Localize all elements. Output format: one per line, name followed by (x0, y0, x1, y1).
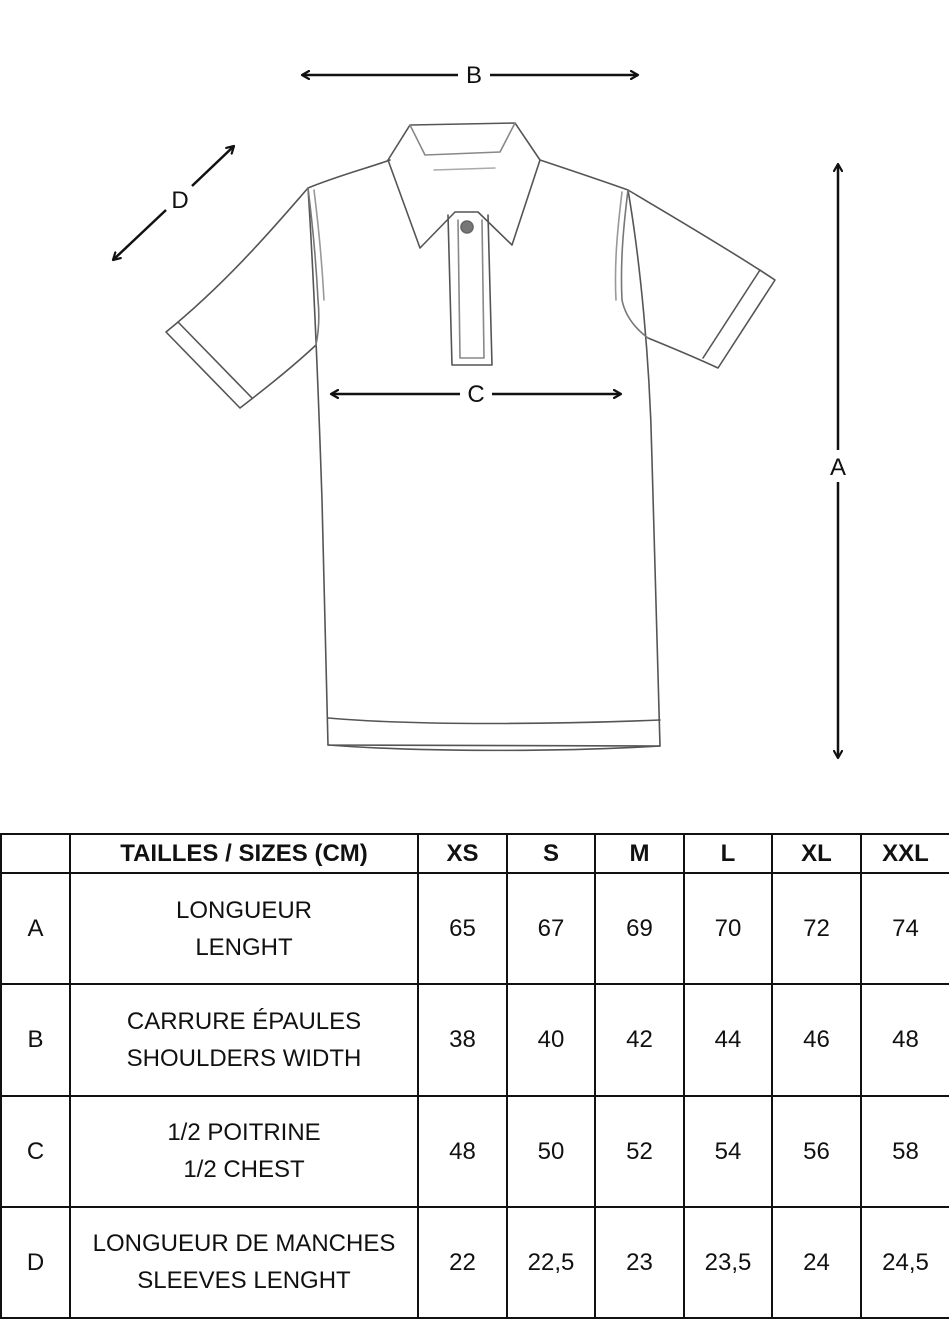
dimension-c (331, 381, 621, 408)
table-title: TAILLES / SIZES (CM) (70, 834, 418, 873)
value-cell: 22,5 (507, 1207, 595, 1318)
measurement-label-fr: LONGUEUR (175, 896, 313, 924)
size-header-xl: XL (772, 834, 861, 873)
measurement-label (70, 984, 418, 1095)
value-cell: 67 (507, 873, 595, 984)
size-header-s: S (507, 834, 595, 873)
value-cell: 54 (684, 1096, 772, 1207)
value-cell: 46 (772, 984, 861, 1095)
value-cell: 69 (595, 873, 684, 984)
value-cell: 22 (418, 1207, 507, 1318)
dimension-a-label: A (829, 454, 847, 481)
dimension-c-label: C (467, 381, 485, 408)
value-cell: 52 (595, 1096, 684, 1207)
table-row (1, 1207, 949, 1318)
row-key: D (1, 1207, 70, 1318)
measurement-label-fr: CARRURE ÉPAULES (126, 1007, 362, 1035)
table-row (1, 873, 949, 984)
value-cell: 23 (595, 1207, 684, 1318)
dimension-d (113, 146, 234, 260)
value-cell: 48 (418, 1096, 507, 1207)
measurement-label (70, 873, 418, 984)
size-header-xs: XS (418, 834, 507, 873)
size-header-l: L (684, 834, 772, 873)
dimension-b (302, 62, 638, 89)
table-corner-cell (1, 834, 70, 873)
value-cell: 48 (861, 984, 949, 1095)
value-cell: 44 (684, 984, 772, 1095)
value-cell: 42 (595, 984, 684, 1095)
size-chart-table (0, 833, 949, 1319)
measurement-label-en: 1/2 CHEST (183, 1156, 305, 1184)
value-cell: 40 (507, 984, 595, 1095)
value-cell: 50 (507, 1096, 595, 1207)
table-row (1, 1096, 949, 1207)
value-cell: 23,5 (684, 1207, 772, 1318)
size-header-xxl: XXL (861, 834, 949, 873)
value-cell: 65 (418, 873, 507, 984)
measurement-label-en: SHOULDERS WIDTH (126, 1044, 362, 1072)
dimension-a (830, 164, 846, 758)
measurement-label (70, 1207, 418, 1318)
measurement-label-fr: 1/2 POITRINE (167, 1119, 321, 1147)
measurement-label-fr: LONGUEUR DE MANCHES (92, 1230, 396, 1258)
table-header-row (1, 834, 949, 873)
row-key: B (1, 984, 70, 1095)
table-row (1, 984, 949, 1095)
value-cell: 58 (861, 1096, 949, 1207)
value-cell: 56 (772, 1096, 861, 1207)
value-cell: 24 (772, 1207, 861, 1318)
value-cell: 38 (418, 984, 507, 1095)
polo-shirt-icon (166, 123, 775, 750)
value-cell: 72 (772, 873, 861, 984)
value-cell: 24,5 (861, 1207, 949, 1318)
measurement-label-en: LENGHT (195, 933, 293, 961)
measurement-label (70, 1096, 418, 1207)
value-cell: 70 (684, 873, 772, 984)
size-header-m: M (595, 834, 684, 873)
measurement-label-en: SLEEVES LENGHT (137, 1267, 351, 1295)
value-cell: 74 (861, 873, 949, 984)
row-key: A (1, 873, 70, 984)
dimension-d-label: D (171, 187, 189, 214)
dimension-b-label: B (465, 62, 483, 89)
row-key: C (1, 1096, 70, 1207)
